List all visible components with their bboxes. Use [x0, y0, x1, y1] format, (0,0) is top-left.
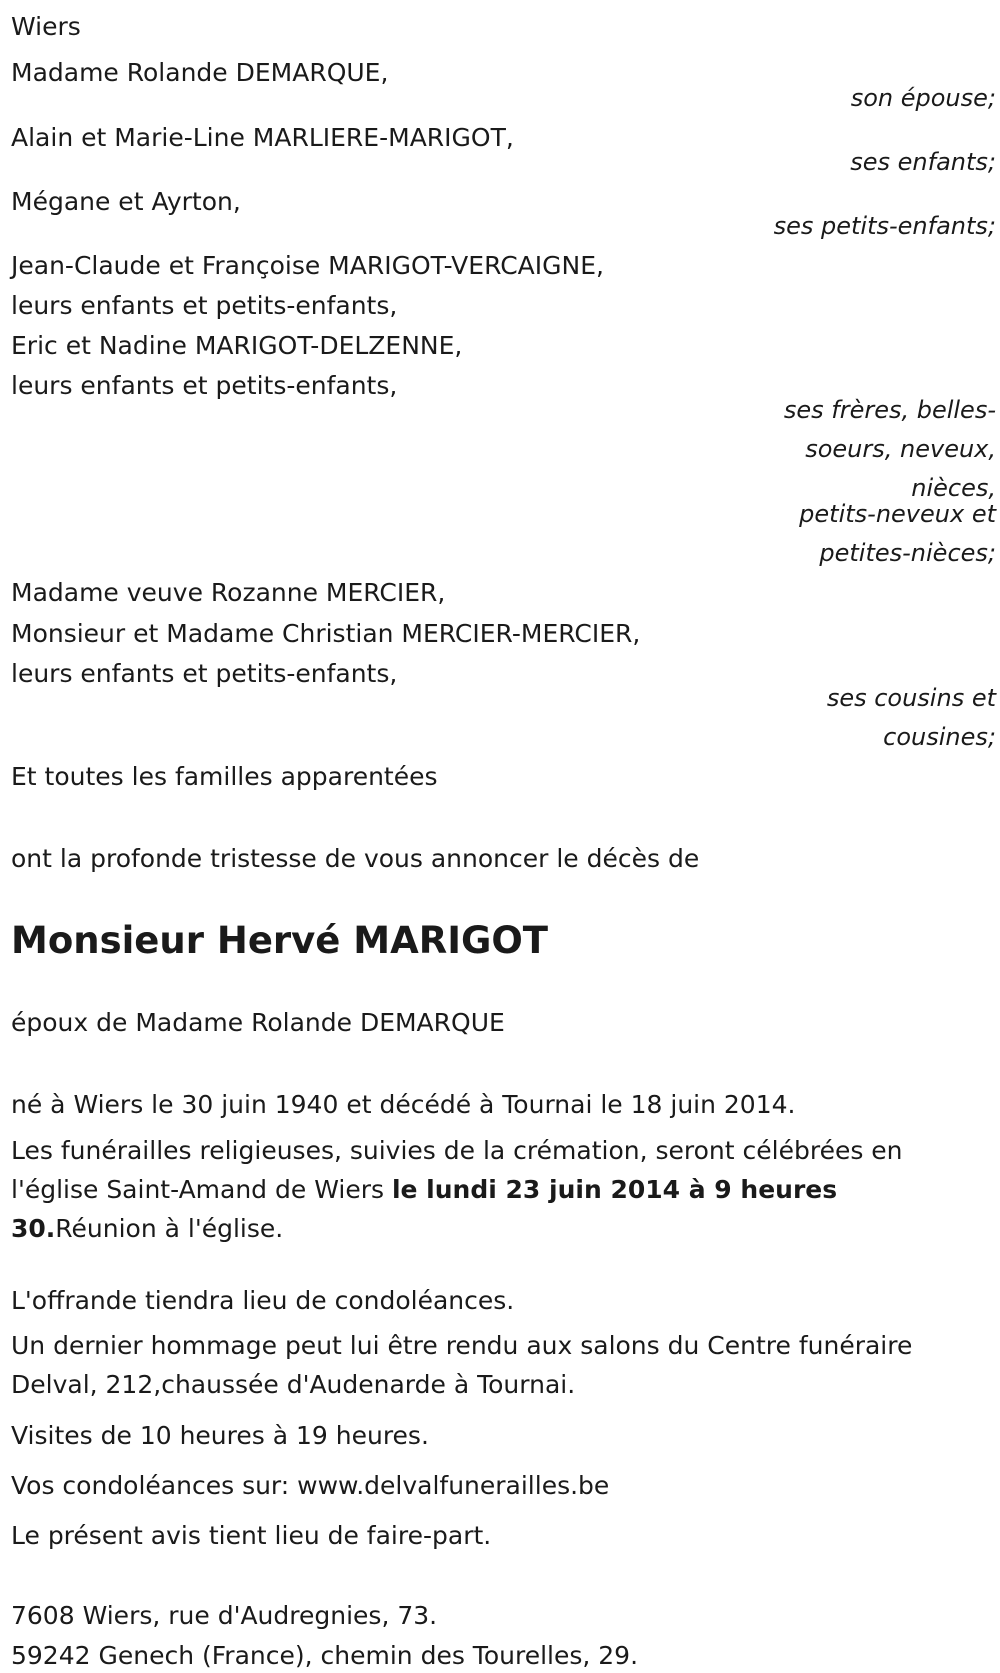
- funeral-paragraph: [11, 1131, 986, 1248]
- family-siblings-line: Jean-Claude et Françoise MARIGOT-VERCAIGNE,: [11, 251, 604, 280]
- family-grandchildren-name: Mégane et Ayrton,: [11, 187, 241, 216]
- visits: Visites de 10 heures à 19 heures.: [11, 1421, 429, 1450]
- family-cousins-line: Monsieur et Madame Christian MERCIER-MERCIER,: [11, 619, 641, 648]
- family-children-name: Alain et Marie-Line MARLIERE-MARIGOT,: [11, 123, 514, 152]
- family-cousins-relation: ses cousins et cousines;: [826, 684, 996, 751]
- all-families: Et toutes les familles apparentées: [11, 762, 438, 791]
- tribute: Un dernier hommage peut lui être rendu aux salons du Centre funéraire Delval, 212,chaussée d'Audenarde à Tournai.: [11, 1331, 913, 1399]
- family-spouse-relation: son épouse;: [850, 84, 996, 112]
- family-siblings-line: leurs enfants et petits-enfants,: [11, 291, 398, 320]
- family-children-relation: ses enfants;: [850, 148, 996, 176]
- funeral-meeting: Réunion à l'église.: [55, 1214, 284, 1243]
- family-siblings-line: leurs enfants et petits-enfants,: [11, 371, 398, 400]
- funeral-datetime: le lundi 23 juin 2014 à 9 heures 30.: [11, 1175, 838, 1243]
- family-siblings-relation-a: ses frères, belles-soeurs, neveux, nièces,: [783, 396, 996, 502]
- funeral-intro: Les funérailles religieuses, suivies de la crémation, seront célébrées en l'église Saint-Amand de Wiers: [11, 1136, 903, 1204]
- family-cousins-line: leurs enfants et petits-enfants,: [11, 659, 398, 688]
- locality: Wiers: [11, 12, 81, 41]
- family-siblings-line: Eric et Nadine MARIGOT-DELZENNE,: [11, 331, 463, 360]
- birth-death: né à Wiers le 30 juin 1940 et décédé à Tournai le 18 juin 2014.: [11, 1090, 796, 1119]
- family-cousins-line: Madame veuve Rozanne MERCIER,: [11, 578, 446, 607]
- offering: L'offrande tiendra lieu de condoléances.: [11, 1286, 515, 1315]
- spouse-of: époux de Madame Rolande DEMARQUE: [11, 1008, 505, 1037]
- notice: Le présent avis tient lieu de faire-part.: [11, 1521, 492, 1550]
- address-line: 7608 Wiers, rue d'Audregnies, 73.: [11, 1601, 438, 1630]
- family-spouse-name: Madame Rolande DEMARQUE,: [11, 58, 389, 87]
- address-line: 59242 Genech (France), chemin des Tourelles, 29.: [11, 1641, 639, 1670]
- deceased-name: Monsieur Hervé MARIGOT: [11, 919, 549, 962]
- announcement: ont la profonde tristesse de vous annoncer le décès de: [11, 844, 700, 873]
- family-siblings-relation-b: petits-neveux et petites-nièces;: [799, 500, 996, 567]
- condolences: Vos condoléances sur: www.delvalfunerailles.be: [11, 1471, 610, 1500]
- family-grandchildren-relation: ses petits-enfants;: [773, 212, 996, 240]
